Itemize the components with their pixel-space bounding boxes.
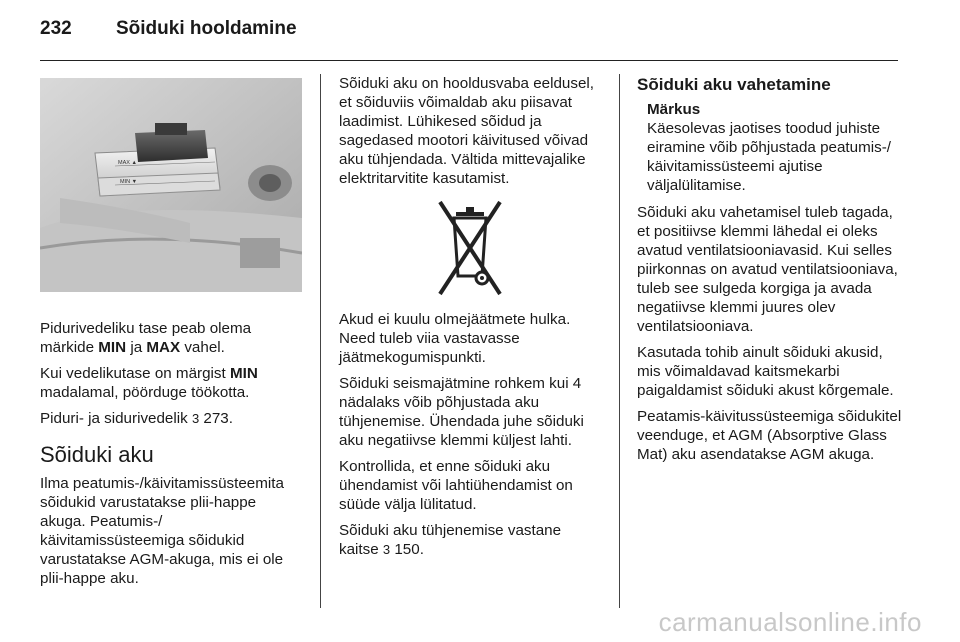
reference-arrow-icon: 3: [382, 542, 391, 557]
header-rule: [40, 60, 898, 61]
brake-fluid-reservoir-photo: [40, 78, 302, 292]
maintenance-free-text: Sõiduki aku on hooldusvaba eeldusel, et sõiduviis võimaldab aku piisavat laadimist. Lühikesed sõidud ja sagedased mootori käivitused võivad aku tühjendada. Vältida mittevajalike elektritarvitite kasutamist.: [339, 75, 594, 187]
note-box: [647, 100, 905, 195]
column-2: [339, 74, 601, 566]
storage-text: Sõiduki seismajätmine rohkem kui 4 nädalaks võib põhjustada aku tühjenemise. Ühendada juhe sõiduki aku negatiivse klemmi küljest lahti.: [339, 375, 584, 449]
chapter-title: Sõiduki hooldamine: [116, 18, 297, 39]
fuse-box-text: Kasutada tohib ainult sõiduki akusid, mis võimaldavad kaitsmekarbi paigaldamist sõiduki akust kõrgemale.: [637, 344, 894, 399]
column-1: [40, 74, 302, 595]
watermark: carmanualsonline.info: [658, 607, 922, 637]
reference-arrow-icon: 3: [191, 411, 200, 426]
page-number: 232: [40, 18, 72, 39]
column-3: [637, 74, 905, 471]
brake-level-text: Pidurivedeliku tase peab olema märkide MIN ja MAX vahel.: [40, 320, 252, 356]
brake-workshop-text: Kui vedelikutase on märgist MIN madalamal, pöörduge töökotta.: [40, 365, 258, 401]
min-mark-label: MIN ▼: [120, 179, 138, 185]
replacement-text: Sõiduki aku vahetamisel tuleb tagada, et positiivse klemmi lähedal ei oleks avatud ventilatsiooniavasid. Kui selles piirkonnas on avatud ventilatsiooniava, tuleb see sulgeda korgiga ja avada negatiivse klemmi juures olev ventilatsiooniava.: [637, 204, 898, 335]
max-mark-label: MAX ▲: [118, 160, 137, 166]
ignition-text: Kontrollida, et enne sõiduki aku ühendamist või lahtiühendamist on süüde välja lülitatud.: [339, 458, 573, 513]
cross-reference-link[interactable]: Piduri- ja sidurivedelik 3 273.: [40, 410, 233, 427]
agm-text: Peatamis-käivitussüsteemiga sõidukitel veenduge, et AGM (Absorptive Glass Mat) aku asendatakse AGM akuga.: [637, 408, 902, 463]
column-divider: [619, 74, 620, 608]
page-header: [40, 18, 297, 48]
section-heading: Sõiduki aku vahetamine: [637, 75, 831, 94]
crossed-out-wheelie-bin-icon: [432, 198, 508, 298]
battery-intro-text: Ilma peatumis-/käivitamissüsteemita sõidukid varustatakse plii-happe akuga. Peatumis-/ käivitamissüsteemiga sõidukid varustatakse AGM-akuga, mis ei ole plii-happe aku.: [40, 475, 284, 587]
column-divider: [320, 74, 321, 608]
note-title: Märkus: [647, 101, 701, 118]
disposal-text: Akud ei kuulu olmejäätmete hulka. Need tuleb viia vastavasse jäätmekogumispunkti.: [339, 311, 571, 366]
note-body: Käesolevas jaotises toodud juhiste eiramine võib põhjustada peatumis-/ käivitamissüsteemi ajutise väljalülitamise.: [647, 120, 891, 194]
cross-reference-link[interactable]: Sõiduki aku tühjenemise vastane kaitse 3 150.: [339, 522, 562, 558]
section-heading: Sõiduki aku: [40, 442, 154, 467]
